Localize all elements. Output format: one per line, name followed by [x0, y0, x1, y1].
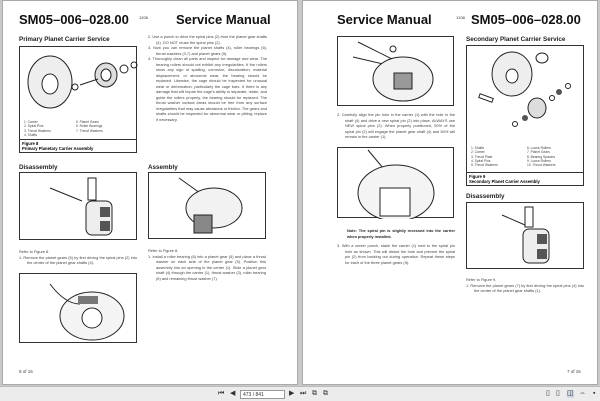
doc-number: SM05–006–028.00: [19, 12, 129, 27]
page-number-input[interactable]: 473 / 841: [240, 390, 285, 399]
inspection-steps: [148, 34, 267, 122]
section-heading: Secondary Planet Carrier Service: [466, 36, 566, 43]
figure-8: [19, 46, 137, 153]
disassembly-heading: Disassembly: [19, 164, 58, 171]
planet-carrier-illustration: [20, 47, 138, 122]
legend-item: 7. Thrust Washers: [76, 128, 103, 133]
legend-item: 3. Thrust Plate: [471, 154, 493, 159]
doc-title: Service Manual: [337, 12, 432, 27]
pin-install-illustration: [338, 37, 455, 107]
step: 1. Remove the planet gears (5) by first driving the spiral pins (2) into the center of the planet gear shafts (4).: [19, 254, 137, 265]
next-page-icon[interactable]: ▶: [289, 390, 295, 397]
legend-item: 10. Thrust Washers: [527, 163, 556, 168]
last-page-icon[interactable]: ⏭: [300, 390, 307, 397]
step: 1. Remove the planet gears (7) by first driving the spiral pins (4) into the center of the planet gear shafts (1).: [466, 282, 584, 293]
page-7: [302, 0, 598, 385]
legend-item: 4. Spiral Pins: [471, 158, 491, 163]
figure-caption: [20, 139, 136, 152]
section-heading: Primary Planet Carrier Service: [19, 36, 110, 43]
punch-illustration: [20, 173, 138, 241]
legend-item: 6. Loose Rollers: [527, 146, 551, 150]
step: 1. Install a roller bearing (6) into a planet gear (5) and place a thrust washer on each side of the planet gear (5). Position this assembly into an opening in the center (1). Slide a planet gear shaft (4) through the carrier (1), thrust washer (3), roller bearing (6) and remaining thrust washer (7).: [148, 253, 266, 281]
more-icon[interactable]: ▪: [593, 390, 596, 397]
legend-item: 2. Spiral Pins: [24, 124, 44, 129]
figure-number: Figure 9: [469, 174, 486, 179]
assembly-illustration: [149, 173, 267, 240]
legend-item: 2. Carrier: [471, 150, 485, 155]
refer-text: Refer to Figure 9.: [466, 277, 497, 282]
disassembly-figure: [19, 172, 137, 240]
refer-text: Refer to Figure 8.: [148, 248, 179, 253]
previous-page-icon[interactable]: ◀: [230, 390, 236, 397]
legend-item: 1. Shafts: [471, 146, 485, 150]
assembly-heading: Assembly: [148, 164, 178, 171]
secondary-carrier-illustration: [467, 46, 585, 146]
single-page-view-icon[interactable]: ▯: [546, 390, 550, 397]
step: 4. Thoroughly clean all parts and inspect for damage and wear. The bearing rollers should not exhibit any irregularities. If the rollers show any sign of spalling, corrosion, discoloration, material displacement, or abnormal wear, the bearing should be replaced. Likewise, the cage should be inspected for unusual wear or deformation, particularly the cage bars. If there is any damage that will impair the cage's ability to separate, retain, and guide the rollers properly, the bearing should be replaced. The thrust washer contact areas should be free from any surface irregularities that may cause abrasions or friction. The gears and shafts should be inspected for abnormal wear or pitting; replace if necessary.: [148, 56, 267, 122]
figure-title: Secondary Planet Carrier Assembly: [469, 179, 540, 184]
doc-title: Service Manual: [176, 12, 271, 27]
step: 2. Carefully align the pin hole in the carrier (1) with the hole in the shaft (4) and drive a new spiral pin (2) into place. ALWAYS use NEW spiral pins (2). When properly positioned, 50% of the spiral pin (2) will engage the planet gear shaft (4) and 50% will remain in the carrier (1).: [337, 112, 455, 139]
legend-item: 5. Thrust Washers: [471, 163, 498, 168]
page-number: 7 of 16: [567, 369, 581, 374]
step: 3. Now you can remove the planet shafts (4), roller bearings (6), thrust washers (3,7) and planet gears (5).: [148, 45, 267, 56]
disassembly-heading: Disassembly: [466, 193, 505, 200]
legend-item: 5. Planet Gears: [76, 120, 99, 124]
figure-number: Figure 8: [22, 141, 39, 146]
figure-caption: [467, 172, 583, 185]
fit-width-icon[interactable]: ⇔: [579, 390, 586, 397]
step-2-text: [337, 112, 455, 140]
refer-text: Refer to Figure 8.: [19, 249, 50, 254]
note: Note: The spiral pin is slightly recessed into the carrier when properly installed.: [347, 228, 455, 239]
disassembly-figure-2: [19, 273, 137, 343]
first-page-icon[interactable]: ⏮: [218, 390, 225, 397]
assembly-figure: [148, 172, 266, 239]
figure-title: Primary Planetary Carrier Assembly: [22, 146, 94, 151]
legend-item: 6. Roller Bearings: [76, 124, 103, 129]
figure-legend: [24, 120, 124, 137]
staking-figure: [337, 36, 454, 106]
disassembly-figure: [466, 202, 584, 269]
legend-item: 7. Planet Gears: [527, 150, 550, 155]
pin-figure: [337, 147, 454, 218]
legend-item: 1. Carrier: [24, 120, 38, 124]
legend-item: 4. Shafts: [24, 132, 38, 137]
page-number: 8 of 16: [19, 369, 33, 374]
page-8: [2, 0, 298, 385]
assembly-text: [148, 248, 266, 281]
step-3-text: [337, 243, 455, 265]
punch-illustration: [467, 203, 585, 270]
continuous-view-icon[interactable]: ▯: [556, 390, 560, 397]
figure-9: [466, 45, 584, 186]
step: 2. Use a punch to drive the spiral pins (2) from the planet gear shafts (4). DO NOT reuse the spiral pins (2).: [148, 34, 267, 45]
revision: 1208: [139, 15, 148, 20]
figure-legend: [471, 146, 579, 167]
two-page-view-icon[interactable]: ◫: [567, 390, 574, 397]
disassembly-text: [466, 277, 584, 294]
copy-page-icon[interactable]: ⧉: [323, 390, 328, 397]
viewer-toolbar: [0, 386, 600, 401]
gear-removal-illustration: [20, 274, 138, 344]
revision: 1208: [456, 15, 465, 20]
legend-item: 8. Bearing Spacers: [527, 154, 556, 159]
carrier-illustration: [338, 148, 455, 219]
step: 3. With a center punch, stake the carrier (1) next to the spiral pin hole as shown. This will distort the hole and prevent the spiral pin (2) from backing out during operation. Repeat these steps for each of the three planet gears (5).: [337, 243, 455, 265]
legend-item: 3. Thrust Washers: [24, 128, 51, 133]
legend-item: 9. Loose Rollers: [527, 158, 551, 163]
disassembly-text: [19, 249, 137, 266]
doc-number: SM05–006–028.00: [471, 12, 581, 27]
copy-icon[interactable]: ⧉: [312, 390, 317, 397]
